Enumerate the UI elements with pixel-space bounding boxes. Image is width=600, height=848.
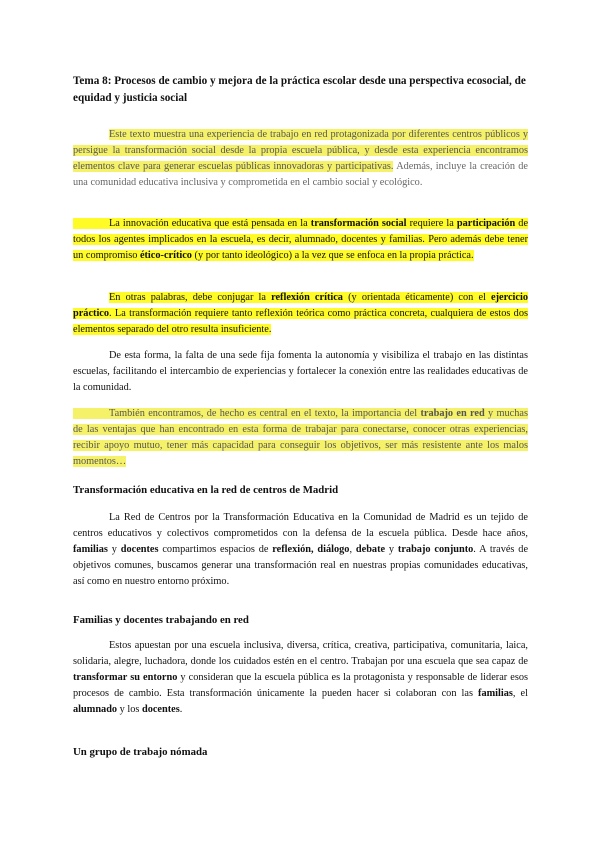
text-run: de todos los agentes implicados en la escuela, es decir, alumnado, docentes y familias. Pero además debe tener un compromiso [73, 218, 529, 261]
text-run: En otras palabras, debe conjugar la [109, 292, 272, 303]
paragraph-2 [73, 216, 528, 264]
bold-run: familias [73, 543, 108, 555]
paragraph-text: De esta forma, la falta de una sede fija fomenta la autonomía y visibiliza el trabajo en las distintas escuelas, facilitando el intercambio de experiencias y fortalecer la conexión entre las realidades educativas de la comunidad. [73, 350, 528, 393]
bold-run: transformar su entorno [73, 671, 178, 683]
text-run: (y orientada éticamente) con el [342, 292, 492, 303]
bold-run: reflexión crítica [271, 292, 343, 303]
bold-run: ético-crítico [139, 249, 192, 261]
bold-run: transformación social [310, 218, 407, 229]
bold-run: familias [478, 687, 513, 699]
text-run: También encontramos, de hecho es central en el texto, la importancia del [109, 408, 421, 419]
bold-run: participación [456, 218, 516, 229]
paragraph-5 [73, 406, 528, 470]
bold-run: alumnado [73, 703, 118, 715]
bold-run: ejercicio práctico [73, 292, 528, 319]
text-run: requiere la [406, 218, 457, 229]
paragraph-text: Además, incluye la creación de una comunidad educativa inclusiva y comprometida en el cambio social y ecológico. [73, 160, 528, 188]
section-heading: Familias y docentes trabajando en red [73, 614, 249, 626]
bold-run: trabajo en red [420, 408, 485, 419]
section-heading: Un grupo de trabajo nómada [73, 746, 208, 758]
text-run: , [349, 543, 356, 555]
text-run: La innovación educativa que está pensada en la [109, 218, 311, 229]
paragraph-4 [73, 348, 528, 396]
bold-run: docentes [120, 543, 159, 555]
text-run: compartimos espacios de [158, 543, 273, 555]
text-run: , el [512, 687, 528, 699]
text-run: (y por tanto ideológico) a la vez que se enfoca en la propia práctica. [191, 249, 474, 261]
bold-run: trabajo conjunto [397, 543, 474, 555]
bold-run: reflexión, diálogo [272, 543, 350, 555]
paragraph-6 [73, 510, 528, 590]
bold-run: debate [355, 543, 386, 555]
bold-run: docentes [141, 703, 180, 715]
section-heading: Transformación educativa en la red de centros de Madrid [73, 484, 339, 496]
document-title: Tema 8: Procesos de cambio y mejora de la práctica escolar desde una perspectiva ecosocial, de equidad y justicia social [73, 75, 526, 104]
text-run: . [179, 703, 183, 715]
paragraph-3 [73, 290, 528, 338]
text-run: y los [117, 703, 142, 715]
text-run: y [107, 543, 121, 555]
text-run: y consideran que la escuela pública es la protagonista y responsable de liderar esos procesos de cambio. Esta transformación únicamente la pueden hacer si colaboran con las [73, 671, 528, 699]
text-run: y muchas de las ventajas que han encontrado en esta forma de trabajar para conectarse, conocer otras experiencias, recibir apoyo mutuo, tener más capacidad para conseguir los objetivos, ser más resistente ante los malos momentos… [73, 408, 528, 467]
text-run: Estos apuestan por una escuela inclusiva, diversa, crítica, creativa, participativa, comunitaria, laica, solidaria, alegre, luchadora, donde los cuidados estén en el centro. Trabajan por una escuela que sea capaz de [73, 640, 528, 667]
paragraph-1 [73, 127, 528, 191]
text-run: . La transformación requiere tanto reflexión teórica como práctica concreta, cualquiera de estos dos elementos separado del otro resulta insuficiente. [73, 307, 528, 335]
paragraph-7 [73, 638, 528, 718]
text-run: . A través de objetivos comunes, buscamos generar una transformación real en nuestras propias comunidades educativas, así como en nuestro entorno próximo. [73, 543, 529, 587]
highlighted-text: Este texto muestra una experiencia de trabajo en red protagonizada por diferentes centros públicos y persigue la transformación social desde la propia escuela pública, y desde esta experiencia encontramos elementos clave para generar escuelas públicas innovadoras y participativas. [73, 129, 528, 172]
text-run: y [385, 543, 398, 555]
text-run: La Red de Centros por la Transformación Educativa en la Comunidad de Madrid es un tejido de centros educativos y colectivos comprometidos con la defensa de la escuela pública. Desde hace años, [73, 512, 528, 539]
